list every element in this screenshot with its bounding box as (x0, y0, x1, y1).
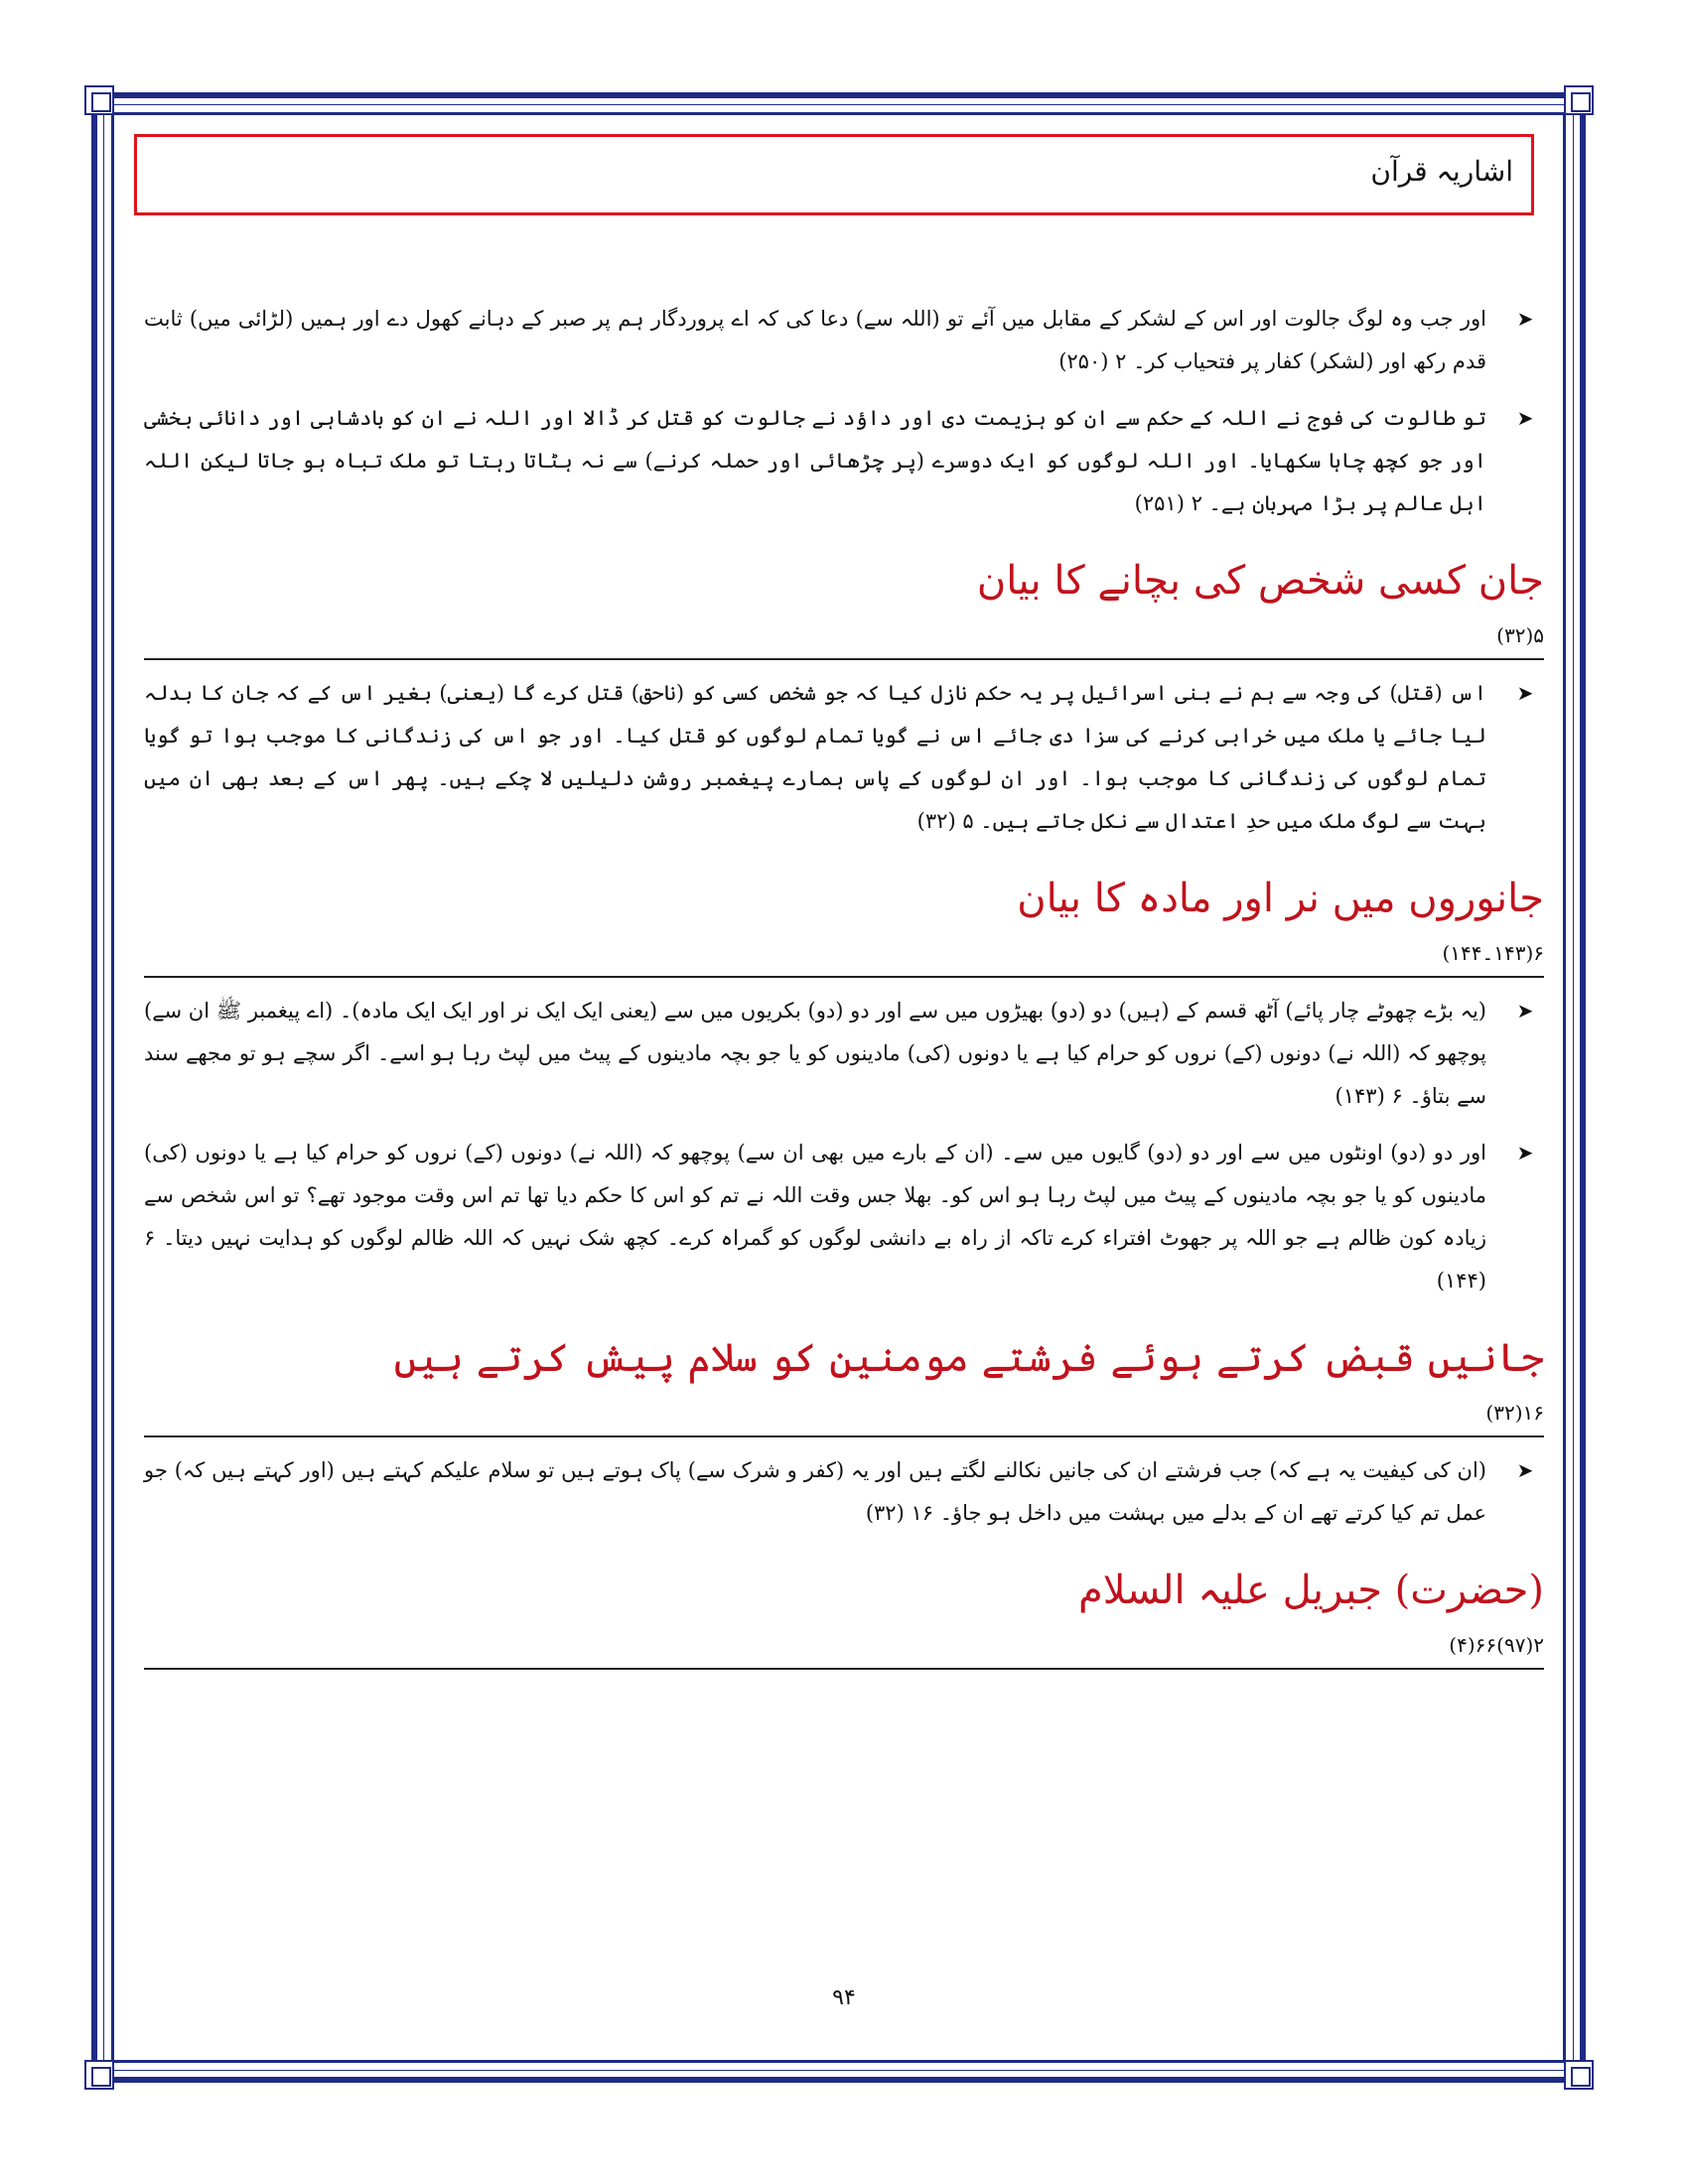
arrow-bullet-icon: ➤ (1516, 1141, 1534, 1164)
frame-corner-ornament (1564, 2060, 1594, 2090)
frame-corner-ornament (84, 85, 114, 115)
list-item-text: اور جب وہ لوگ جالوت اور اس کے لشکر کے مقابل میں آئے تو (اللہ سے) دعا کی کہ اے پروردگار ہم پر صبر کے دہانے کھول دے اور ہمیں (لڑائی میں) ثابت قدم رکھ اور (لشکر) کفار پر فتحیاب کر۔ ۲ (۲۵۰) (144, 307, 1486, 373)
list-item-text: اس (قتل) کی وجہ سے ہم نے بنی اسرائیل پر یہ حکم نازل کیا کہ جو شخص کسی کو (ناحق) قتل کرے گا (یعنی) بغیر اس کے کہ جان کا بدلہ لیا جائے یا ملک میں خرابی کرنے کی سزا دی جائے اس نے گویا تمام لوگوں کو قتل کیا۔ اور جو اس کی زندگانی کا موجب ہوا تو گویا تمام لوگوں کی زندگانی کا موجب ہوا۔ اور ان لوگوں کے پاس ہمارے پیغمبر روشن دلیلیں لا چکے ہیں۔ پھر اس کے بعد بھی ان میں بہت سے لوگ ملک میں حدِ اعتدال سے نکل جاتے ہیں۔ ۵ (۳۲) (144, 681, 1486, 833)
header-title: اشاریہ قرآن (1370, 155, 1513, 188)
arrow-bullet-icon: ➤ (1516, 406, 1534, 430)
arrow-bullet-icon: ➤ (1516, 999, 1534, 1023)
list-item-text: اور دو (دو) اونٹوں میں سے اور دو (دو) گایوں میں سے۔ (ان کے بارے میں بھی ان سے) پوچھو کہ (اللہ نے) دونوں (کے) نروں کو حرام کیا ہے یا دونوں (کی) مادینوں کو یا جو بچہ مادینوں کے پیٹ میں لپٹ رہا ہو اس کو۔ بھلا جس وقت اللہ نے تم کو اس کا حکم دیا تھا تم اس وقت موجود تھے؟ تو اس شخص سے زیادہ کون ظالم ہے جو اللہ پر جھوٹ افتراء کرے تاکہ از راہ بے دانشی لوگوں کو گمراہ کرے۔ کچھ شک نہیں کہ اللہ ظالم لوگوں کو ہدایت نہیں دیتا۔ ۶ (۱۴۴) (144, 1141, 1486, 1293)
section-reference: ۵(۳۲) (1496, 623, 1544, 647)
frame-corner-ornament (84, 2060, 114, 2090)
list-item-text: (ان کی کیفیت یہ ہے کہ) جب فرشتے ان کی جانیں نکالنے لگتے ہیں اور یہ (کفر و شرک سے) پاک ہوتے ہیں تو سلام علیکم کہتے ہیں (اور کہتے ہیں کہ) جو عمل تم کیا کرتے تھے ان کے بدلے میں بہشت میں داخل ہو جاؤ۔ ۱۶ (۳۲) (144, 1458, 1486, 1525)
section-reference: ۲(۹۷)۶۶(۴) (1449, 1633, 1544, 1657)
page-content (144, 298, 1544, 1682)
list-item-text: (یہ بڑے چھوٹے چار پائے) آٹھ قسم کے (ہیں) دو (دو) بھیڑوں میں سے اور دو (دو) بکریوں میں سے (یعنی ایک ایک نر اور ایک ایک مادہ)۔ (اے پیغمبر ﷺ ان سے) پوچھو کہ (اللہ نے) دونوں (کے) نروں کو حرام کیا ہے یا دونوں (کی) مادینوں کو یا جو بچہ مادینوں کے پیٹ میں لپٹ رہا ہو اسے۔ اگر سچے ہو تو مجھے سند سے بتاؤ۔ ۶ (۱۴۳) (144, 999, 1486, 1108)
divider (144, 976, 1544, 978)
section-reference: ۶(۱۴۳۔۱۴۴) (1442, 941, 1544, 965)
page-number: ۹۴ (832, 1985, 856, 2010)
section-heading: جان کسی شخص کی بچانے کا بیان (976, 558, 1544, 604)
divider (144, 658, 1544, 660)
arrow-bullet-icon: ➤ (1516, 307, 1534, 331)
list-item (144, 298, 1544, 383)
list-item (144, 1132, 1544, 1302)
divider (144, 1435, 1544, 1437)
running-header (134, 134, 1534, 215)
frame-corner-ornament (1564, 85, 1594, 115)
list-item-text: تو طالوت کی فوج نے اللہ کے حکم سے ان کو ہزیمت دی اور داؤد نے جالوت کو قتل کر ڈالا اور اللہ نے ان کو بادشاہی اور دانائی بخشی اور جو کچھ چاہا سکھایا۔ اور اللہ لوگوں کو ایک دوسرے (پر چڑھائی اور حملہ کرنے) سے نہ ہٹاتا رہتا تو ملک تباہ ہو جاتا لیکن اللہ اہل عالم پر بڑا مہربان ہے۔ ۲ (۲۵۱) (144, 406, 1486, 515)
arrow-bullet-icon: ➤ (1516, 681, 1534, 705)
section-heading: (حضرت) جبریل علیہ السلام (1077, 1568, 1544, 1613)
list-item (144, 397, 1544, 525)
list-item (144, 990, 1544, 1118)
arrow-bullet-icon: ➤ (1516, 1458, 1534, 1482)
list-item (144, 1449, 1544, 1535)
section-heading: جانوروں میں نر اور مادہ کا بیان (1017, 876, 1544, 921)
section-heading: جانیں قبض کرتے ہوئے فرشتے مومنین کو سلام پیش کرتے ہیں (393, 1335, 1544, 1381)
list-item (144, 672, 1544, 843)
divider (144, 1668, 1544, 1670)
section-reference: ۱۶(۳۲) (1485, 1401, 1544, 1425)
